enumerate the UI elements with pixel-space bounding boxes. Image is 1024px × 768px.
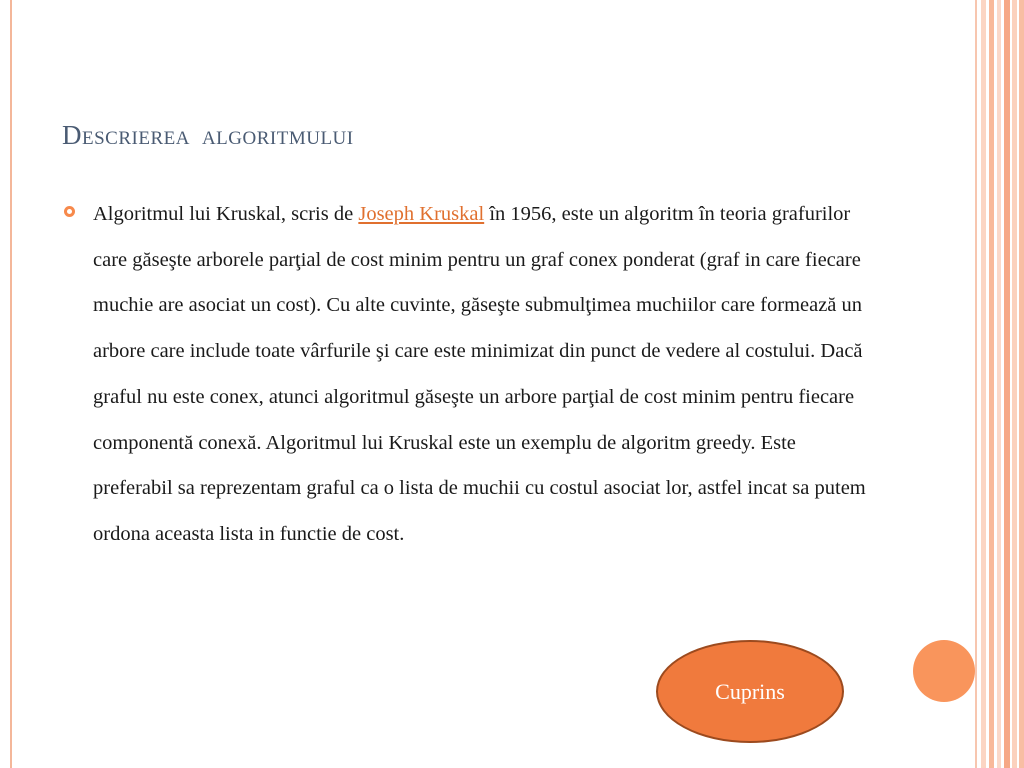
slide-title <box>62 120 354 151</box>
cuprins-button-label: Cuprins <box>715 678 785 704</box>
bullet-icon <box>64 206 75 217</box>
right-stripe <box>981 0 986 768</box>
paragraph-text: , scris de <box>280 203 359 225</box>
right-stripe <box>1004 0 1010 768</box>
title-word: Descrierea <box>62 120 190 150</box>
decorative-circle <box>913 640 975 702</box>
paragraph-text: Algoritmul lui Kruskal <box>93 203 281 225</box>
right-stripe <box>1012 0 1017 768</box>
body-paragraph <box>93 192 878 558</box>
left-border-line <box>10 0 12 768</box>
right-stripe <box>989 0 994 768</box>
right-stripe <box>997 0 1001 768</box>
paragraph-text: în 1956, este un algoritm în teoria grafurilor care găseşte arborele parţial de cost minim pentru un graf conex ponderat (graf in care fiecare muchie are asociat un cost). Cu alte cuvinte, găseşte submulţimea muchiilor care formează un arbore care include toate vârfurile şi care este minimizat din punct de vedere al costului. Dacă graful nu este conex, atunci algoritmul găseşte un arbore parţial de cost minim pentru fiecare componentă conexă. Algoritmul lui Kruskal este un exemplu de algoritm greedy. Este preferabil sa reprezentam graful ca o lista de muchii cu costul asociat lor, astfel incat sa putem ordona aceasta lista in functie de cost. <box>93 203 866 545</box>
right-stripe <box>1019 0 1024 768</box>
right-stripe <box>975 0 977 768</box>
title-word: algoritmului <box>201 120 354 150</box>
cuprins-button[interactable] <box>656 640 844 743</box>
joseph-kruskal-link[interactable]: Joseph Kruskal <box>358 203 485 225</box>
